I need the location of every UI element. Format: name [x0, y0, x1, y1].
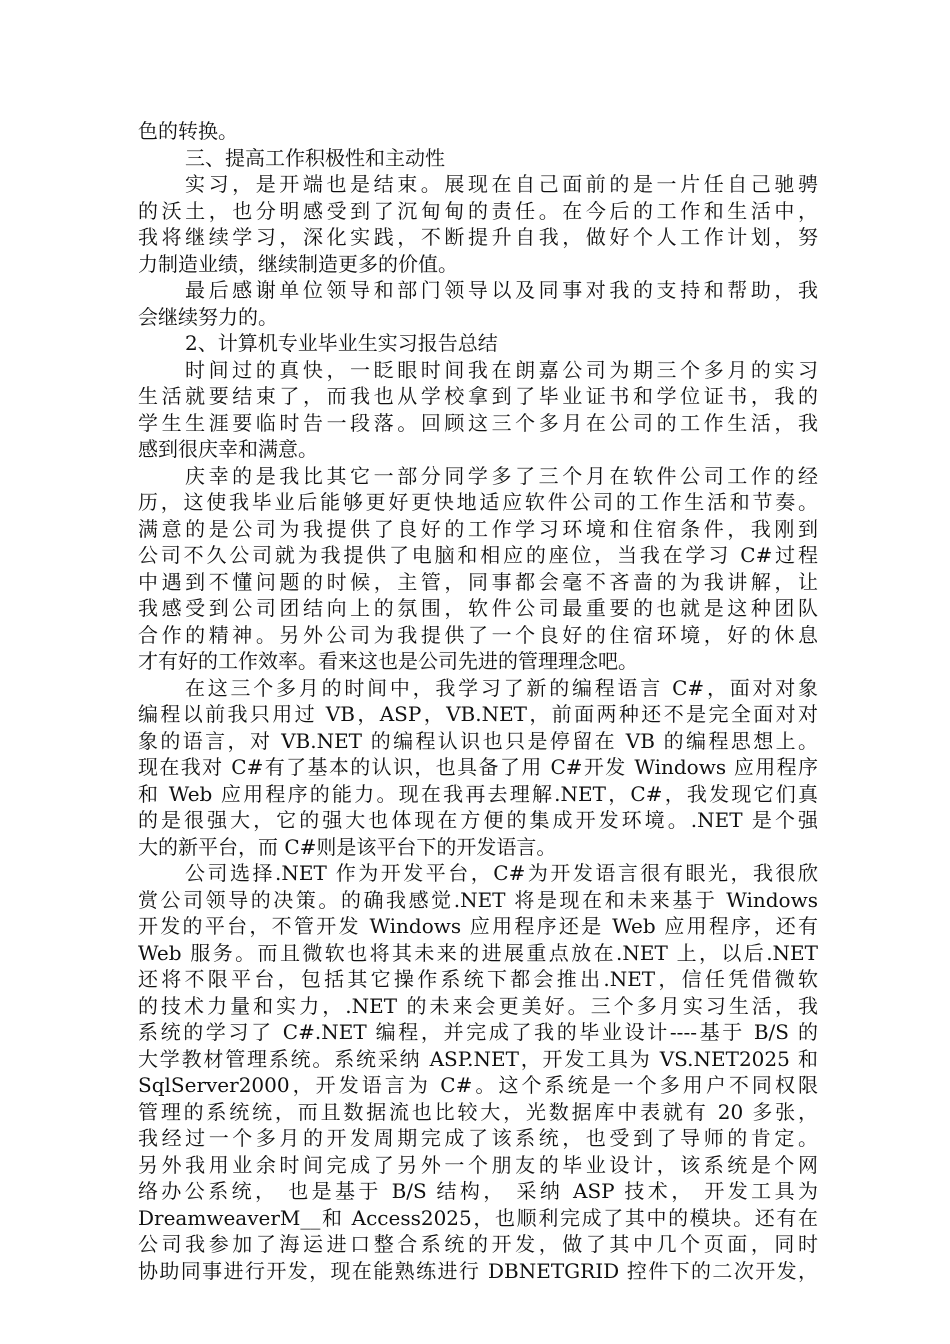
- text-line: 还将不限平台，包括其它操作系统下都会推出.NET，信任凭借微软: [138, 967, 818, 991]
- text-line: 满意的是公司为我提供了良好的工作学习环境和住宿条件，我刚到: [138, 516, 818, 541]
- text-line: 最后感谢单位领导和部门领导以及同事对我的支持和帮助，我: [185, 278, 818, 302]
- text-line: 大的新平台，而 C#则是该平台下的开发语言。: [138, 834, 557, 859]
- text-line: 络办公系统， 也是基于 B/S 结构， 采纳 ASP 技术， 开发工具为: [138, 1179, 818, 1203]
- text-line: 三、提高工作积极性和主动性: [185, 145, 445, 170]
- text-line: 学生生涯要临时告一段落。回顾这三个多月在公司的工作生活，我: [138, 410, 818, 435]
- text-line: 生活就要结束了，而我也从学校拿到了毕业证书和学位证书，我的: [138, 384, 818, 408]
- text-line: 协助同事进行开发，现在能熟练进行 DBNETGRID 控件下的二次开发，: [138, 1258, 818, 1283]
- text-line: 另外我用业余时间完成了另外一个朋友的毕业设计，该系统是个网: [138, 1152, 818, 1177]
- text-line: 系统的学习了 C#.NET 编程，并完成了我的毕业设计----基于 B/S 的: [138, 1020, 818, 1044]
- text-line: 中遇到不懂问题的时候，主管，同事都会毫不吝啬的为我讲解，让: [138, 569, 818, 594]
- text-line: 合作的精神。另外公司为我提供了一个良好的住宿环境，好的休息: [138, 622, 818, 647]
- text-line: 开发的平台，不管开发 Windows 应用程序还是 Web 应用程序，还有: [138, 914, 818, 938]
- text-line: 公司选择.NET 作为开发平台，C#为开发语言很有眼光，我很欣: [185, 861, 818, 885]
- text-line: 和 Web 应用程序的能力。现在我再去理解.NET，C#，我发现它们真: [138, 781, 818, 806]
- text-line: 编程以前我只用过 VB，ASP，VB.NET，前面两种还不是完全面对对: [138, 702, 818, 726]
- text-line: 公司我参加了海运进口整合系统的开发，做了其中几个页面，同时: [138, 1232, 818, 1256]
- text-line: 公司不久公司就为我提供了电脑和相应的座位，当我在学习 C#过程: [138, 543, 818, 567]
- text-line: DreamweaverM__和 Access2025，也顺利完成了其中的模块。还有在: [138, 1205, 818, 1230]
- text-line: 大学教材管理系统。系统采纳 ASP.NET，开发工具为 VS.NET2025 和: [138, 1046, 818, 1071]
- text-line: 会继续努力的。: [138, 304, 278, 329]
- text-line: 象的语言，对 VB.NET 的编程认识也只是停留在 VB 的编程思想上。: [138, 728, 818, 753]
- text-line: 在这三个多月的时间中，我学习了新的编程语言 C#，面对对象: [185, 675, 818, 700]
- text-line: 我感受到公司团结向上的氛围，软件公司最重要的也就是这种团队: [138, 596, 818, 620]
- text-line: 的技术力量和实力，.NET 的未来会更美好。三个多月实习生活，我: [138, 993, 818, 1018]
- text-line: 色的转换。: [138, 119, 238, 143]
- text-line: 赏公司领导的决策。的确我感觉.NET 将是现在和未来基于 Windows: [138, 887, 818, 912]
- text-line: 我经过一个多月的开发周期完成了该系统，也受到了导师的肯定。: [138, 1126, 818, 1150]
- document-body: [138, 118, 818, 1284]
- text-line: 我将继续学习，深化实践，不断提升自我，做好个人工作计划，努: [138, 225, 818, 249]
- text-line: SqlServer2000，开发语言为 C#。这个系统是一个多用户不同权限: [138, 1073, 818, 1097]
- text-line: 时间过的真快，一眨眼时间我在朗嘉公司为期三个多月的实习: [185, 357, 818, 382]
- text-line: 才有好的工作效率。看来这也是公司先进的管理理念吧。: [138, 649, 638, 673]
- text-line: Web 服务。而且微软也将其未来的进展重点放在.NET 上，以后.NET: [138, 940, 818, 965]
- text-line: 的是很强大，它的强大也体现在方便的集成开发环境。.NET 是个强: [138, 808, 818, 832]
- text-line: 庆幸的是我比其它一部分同学多了三个月在软件公司工作的经: [185, 463, 818, 488]
- text-line: 管理的系统统，而且数据流也比较大，光数据库中表就有 20 多张，: [138, 1099, 818, 1124]
- text-line: 感到很庆幸和满意。: [138, 437, 318, 461]
- text-line: 现在我对 C#有了基本的认识，也具备了用 C#开发 Windows 应用程序: [138, 755, 818, 779]
- text-line: 力制造业绩，继续制造更多的价值。: [138, 251, 458, 276]
- text-line: 实习，是开端也是结束。展现在自己面前的是一片任自己驰骋: [185, 172, 818, 196]
- text-line: 历，这使我毕业后能够更好更快地适应软件公司的工作生活和节奏。: [138, 490, 818, 514]
- text-line: 2、计算机专业毕业生实习报告总结: [185, 331, 498, 355]
- text-line: 的沃土，也分明感受到了沉甸甸的责任。在今后的工作和生活中，: [138, 198, 818, 223]
